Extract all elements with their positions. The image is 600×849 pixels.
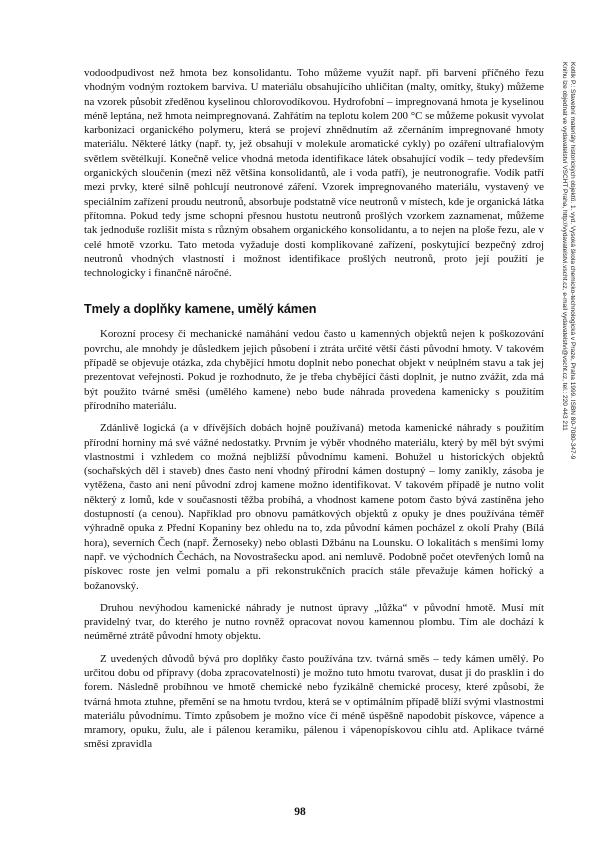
- side-note-order-info: Knihu lze objednat ve vydavatelství VŠCHT Praha, http://vydavatelstvi.vscht.cz, e-mail vydavatelstvi@vscht.cz, tel.: 220 443 211: [561, 62, 568, 431]
- paragraph: Druhou nevýhodou kamenické náhrady je nutnost úpravy „lůžka“ v původní hmotě. Musí mít pravidelný tvar, do kterého je nutno rovněž opracovat novou kamennou plombu. Tím ale dochází k neúměrné ztrátě původní hmoty objektu.: [84, 601, 544, 643]
- paragraph: Z uvedených důvodů bývá pro doplňky často používána tzv. tvárná směs – tedy kámen umělý. Po určitou dobu od přípravy (doba zpracovatelnosti) je možno tuto hmotu tvarovat, dusat ji do prasklin i do forem. Následně probíhnou ve hmotě chemické nebo fyzikálně chemické procesy, které způsobí, že tvárná hmota ztuhne, přemění se na hmotu tvrdou, která se v optimálním případě blíží svými vlastnostmi materiálu původnímu. Tímto způsobem je možno více či méně úspěšně napodobit pískovce, vápence a mramory, opuku, žulu, ale i pálenou keramiku, pálenou i vápenopískovou cihlu atd. Aplikace tvárné směsi zpravidla: [84, 652, 544, 751]
- side-note-citation: Kotlík P.: Stavební materiály historických objektů. 1. vyd. Vysoká škola chemicko-technologická v Praze, Praha 1999. ISBN 80-7080-347-9: [569, 62, 576, 460]
- paragraph-intro: vodoodpudivost než hmota bez konsolidantu. Toho můžeme využít např. při barvení příčného řezu vhodným vodným roztokem barviva. U materiálu obsahujícího uhličitan (malty, omítky, štuky) můžeme na vzorek působit zředěnou kyselinou chlorovodíkovou. Hydrofobní – impregnovaná hmota je kyselinou méně leptána, než hmota neimpregnovaná. Zahřátím na teplotu kolem 200 °C se můžeme pokusit vyvolat karbonizaci organického polymeru, která se projeví zhnědnutím až zčernáním impregnované hmoty materiálu. Některé látky (např. ty, jež obsahují v molekule aromatické cykly) po ozáření ultrafialovým světlem světélkují. Konečně velice vhodná metoda identifikace látek obsahující vodík – tedy především organických sloučenin (mezi něž většina konsolidantů, ale i voda patří), je neutronografie. Vodík patří mezi prvky, které silně pohlcují neutronové záření. Vzorek impregnovaného materiálu, vystavený ve speciálním zařízení proudu neutronů, absorbuje podstatně více neutronů v místech, kde je organická látka přítomna. Pokud tedy jsme schopni přesnou hustotu neutronů prošlých vzorkem zaznamenat, můžeme tak jednoduše rozlišit místa s různým obsahem organického konsolidantu, a to nejen na ploše řezu, ale v celé hmotě vzorku. Tato metoda vyžaduje dosti komplikované zařízení, poskytující bezpečný zdroj neutronů vhodných vlastností i možnost identifikace prošlých neutronů, proto její použití je technologicky i finančně náročné.: [84, 67, 544, 280]
- paragraph: Zdánlivě logická (a v dřívějších dobách hojně používaná) metoda kamenické náhrady s použitím přírodní horniny má své vážné nedostatky. Prvním je výběr vhodného materiálu, který by měl být svými vlastnostmi i vzhledem co možná nejbližší původnímu kameni. Bohužel u historických objektů (sochařských děl i staveb) dnes často není vhodný přírodní kámen dostupný – lomy zanikly, zásoba je vytěžena, často ani není původní zdroj kamene možno identifikovat. V takovém případě je nutno volit některý z lomů, kde v současnosti těžba probíhá, a vhodnost kamene potom často bývá zastíněna jeho dostupností (a cenou). Například pro obnovu památkových objektů z opuky je dnes používána téměř výhradně opuka z Přední Kopaniny bez ohledu na to, zda původní kámen pocházel z okolí Prahy (Bílá hora), severních Čech (např. Žernoseky) nebo oblasti Džbánu na Lounsku. O lokalitách s menšími lomy např. ve východních Čechách, na Novostrašecku apod. ani nemluvě. Podobně počet otevřených lomů na pískovec roste jen velmi pomalu a při rekonstrukčních pracích stále převažuje kámen hořický a božanovský.: [84, 422, 544, 592]
- paragraph: Korozní procesy či mechanické namáhání vedou často u kamenných objektů nejen k poškozování povrchu, ale mnohdy je důsledkem jejich působení i ztráta určité větší části původní hmoty. V takovém případě se objevuje otázka, zda chybějící hmotu doplnit nebo ponechat objekt v neúplném stavu a tak jej prezentovat veřejnosti. Pokud je rozhodnuto, že je třeba chybějící části doplnit, je nutno zvážit, zda má být použito tvárné směsi (umělého kamene) nebo bude náhrada provedena kamenicky s použitím přírodního materiálu.: [84, 328, 544, 412]
- body-text: [84, 66, 544, 752]
- side-note: [560, 62, 576, 742]
- section-heading: Tmely a doplňky kamene, umělý kámen: [84, 302, 317, 317]
- page-number: 98: [294, 806, 306, 818]
